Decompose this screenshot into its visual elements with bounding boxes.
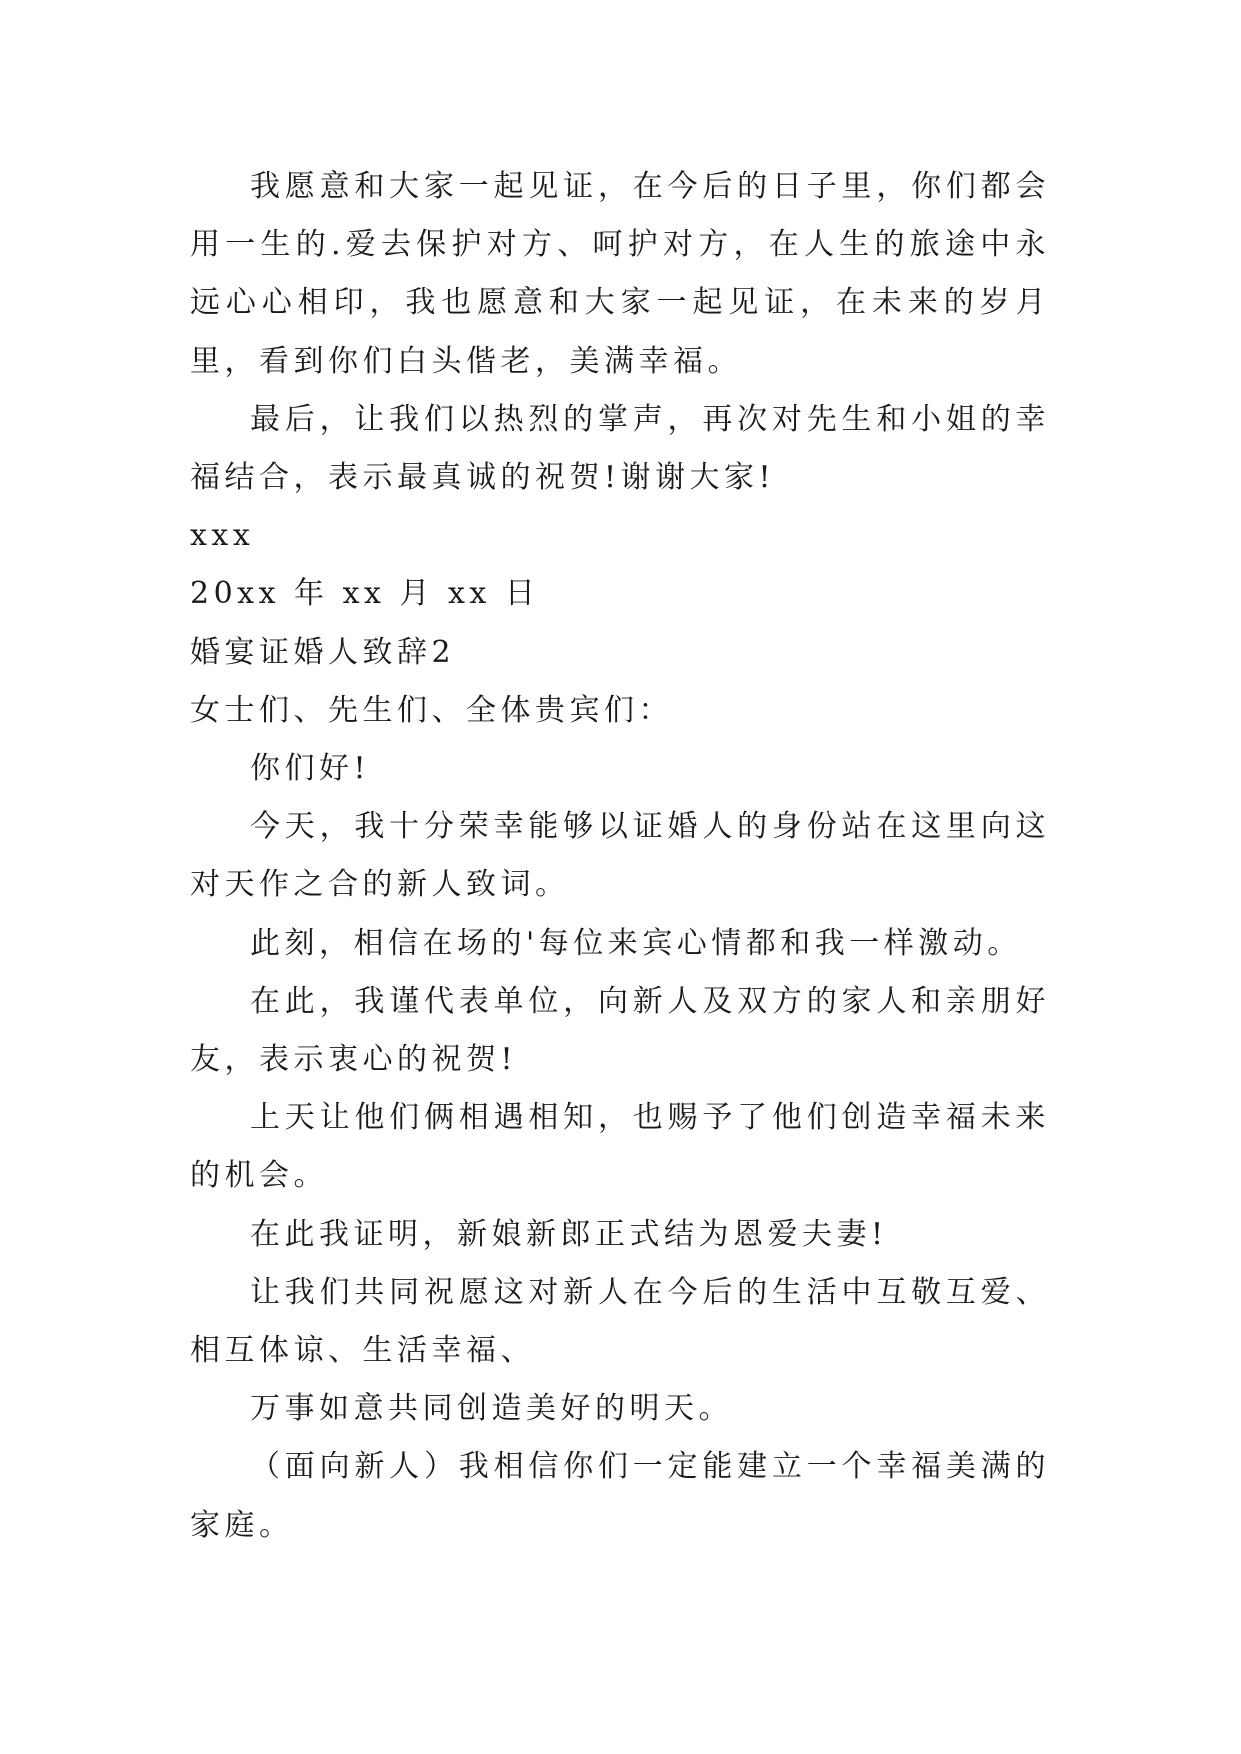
signature-name: xxx (190, 518, 255, 554)
paragraph-to-couple: （面向新人）我相信你们一定能建立一个幸福美满的家庭。 (190, 1449, 1050, 1543)
paragraph-closing-applause: 最后，让我们以热烈的掌声，再次对先生和小姐的幸福结合，表示最真诚的祝贺!谢谢大家! (190, 401, 1050, 496)
paragraph-declaration: 在此我证明，新娘新郎正式结为恩爱夫妻! (250, 1216, 888, 1252)
paragraph-wishes: 让我们共同祝愿这对新人在今后的生活中互敬互爱、相互体谅、生活幸福、 (190, 1274, 1050, 1369)
paragraph-excitement: 此刻，相信在场的'每位来宾心情都和我一样激动。 (250, 925, 1022, 961)
paragraph-witness-pledge: 我愿意和大家一起见证，在今后的日子里，你们都会用一生的.爱去保护对方、呵护对方，在人生的旅途中永远心心相印，我也愿意和大家一起见证，在未来的岁月里，看到你们白头偕老，美满幸福。 (190, 169, 1050, 379)
salutation: 女士们、先生们、全体贵宾们： (190, 692, 673, 728)
paragraph-greeting: 你们好! (250, 751, 371, 787)
paragraph-future: 万事如意共同创造美好的明天。 (250, 1391, 733, 1427)
document-body (190, 158, 1050, 1555)
paragraph-congratulations: 在此，我谨代表单位，向新人及双方的家人和亲朋好友，表示衷心的祝贺! (190, 983, 1050, 1078)
paragraph-fate: 上天让他们俩相遇相知，也赐予了他们创造幸福未来的机会。 (190, 1100, 1050, 1194)
signature-date: 20xx 年 xx 月 xx 日 (190, 576, 540, 612)
section-heading: 婚宴证婚人致辞2 (190, 634, 456, 670)
paragraph-honor: 今天，我十分荣幸能够以证婚人的身份站在这里向这对天作之合的新人致词。 (190, 809, 1050, 903)
